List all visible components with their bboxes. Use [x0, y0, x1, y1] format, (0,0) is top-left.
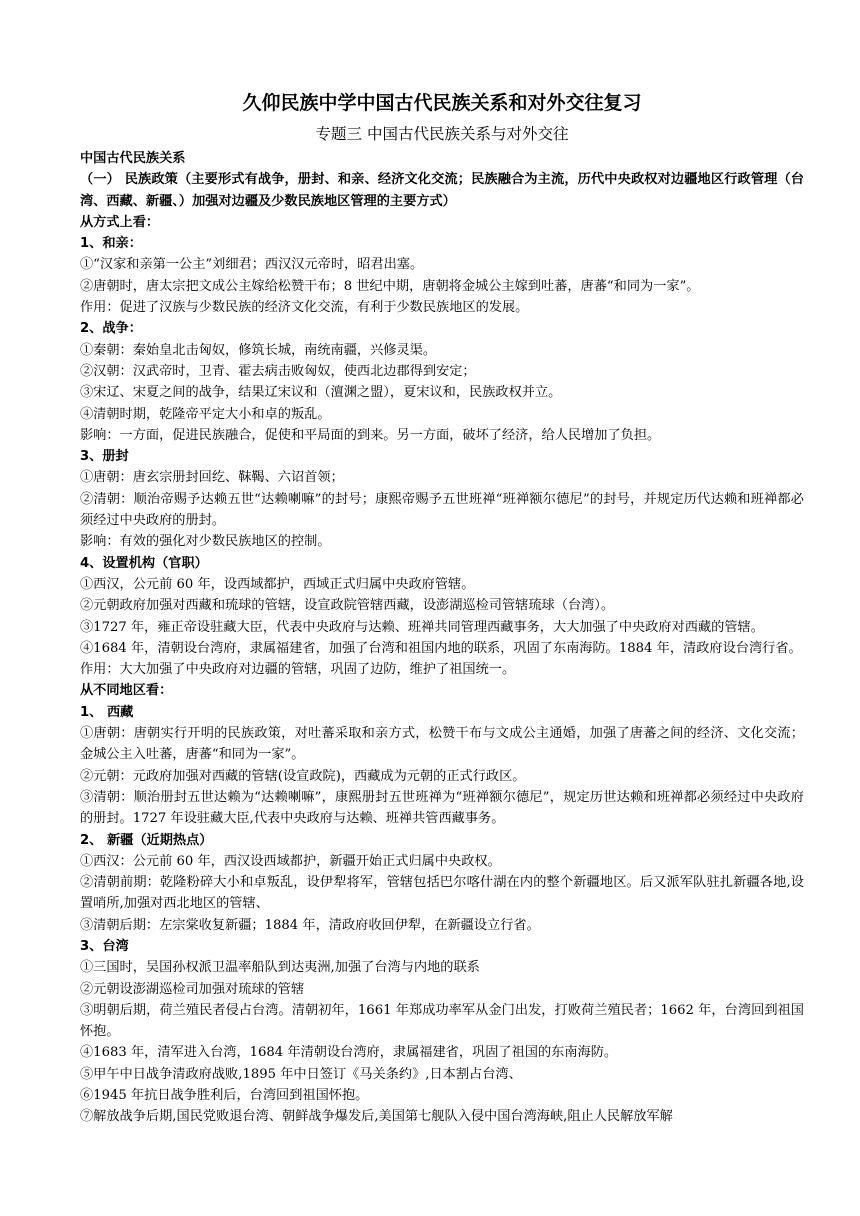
paragraph-line: ⑥1945 年抗日战争胜利后，台湾回到祖国怀抱。: [80, 1088, 369, 1104]
paragraph-line: ①西汉，公元前 60 年，设西域都护，西域正式归属中央政府管辖。: [80, 576, 475, 592]
paragraph-line: 影响：一方面，促进民族融合，促使和平局面的到来。另一方面，破坏了经济，给人民增加了负担。: [80, 427, 661, 443]
section-heading: 从方式上看：: [80, 214, 160, 230]
paragraph-line: ⑦解放战争后期,国民党败退台湾、朝鲜战争爆发后,美国第七舰队入侵中国台湾海峡,阻止人民解放军解: [80, 1109, 673, 1125]
paragraph-line: ②元朝设澎湖巡检司加强对琉球的管辖: [80, 981, 305, 997]
section-heading: 2、战争：: [80, 321, 142, 337]
paragraph-line: ①唐朝：唐朝实行开明的民族政策，对吐蕃采取和亲方式，松赞干布与文成公主通婚，加强了唐蕃之间的经济、文化交流；金城公主入吐蕃，唐蕃“和同为一家”。: [80, 726, 804, 763]
paragraph-line: ②元朝政府加强对西藏和琉球的管辖，设宣政院管辖西藏，设澎湖巡检司管辖琉球（台湾）。: [80, 598, 615, 614]
paragraph-line: ②唐朝时，唐太宗把文成公主嫁给松赞干布；8 世纪中期，唐朝将金城公主嫁到吐蕃，唐蕃“和同为一家”。: [80, 278, 700, 294]
section-heading: 中国古代民族关系: [80, 151, 186, 166]
paragraph-line: ①秦朝：秦始皇北击匈奴，修筑长城，南统南疆，兴修灵渠。: [80, 342, 437, 358]
paragraph-line: ③明朝后期，荷兰殖民者侵占台湾。清朝初年，1661 年郑成功率军从金门出发，打败荷兰殖民者；1662 年，台湾回到祖国怀抱。: [80, 1002, 804, 1040]
paragraph-line: ④1683 年，清军进入台湾，1684 年清朝设台湾府，隶属福建省，巩固了祖国的东南海防。: [80, 1045, 618, 1061]
paragraph-line: ①三国时，吴国孙权派卫温率船队到达夷洲,加强了台湾与内地的联系: [80, 960, 480, 976]
paragraph-line: ②元朝：元政府加强对西藏的管辖(设宣政院)，西藏成为元朝的正式行政区。: [80, 768, 526, 784]
paragraph-line: ①唐朝：唐玄宗册封回纥、靺鞨、六诏首领；: [80, 470, 344, 486]
document-subtitle: 专题三 中国古代民族关系与对外交往: [315, 125, 569, 143]
paragraph-line: ③清朝：顺治册封五世达赖为“达赖喇嘛”，康熙册封五世班禅为“班禅额尔德尼”，规定历世达赖和班禅都必须经过中央政府的册封。1727 年设驻藏大臣,代表中央政府与达赖、班禅共管西藏事务。: [80, 789, 804, 827]
paragraph-line: ②清朝前期：乾隆粉碎大小和卓叛乱，设伊犁将军，管辖包括巴尔喀什湖在内的整个新疆地区。后又派军队驻扎新疆各地,设置哨所,加强对西北地区的管辖、: [80, 875, 804, 912]
paragraph-line: ⑤甲午中日战争清政府战败,1895 年中日签订《马关条约》,日本割占台湾、: [80, 1066, 522, 1082]
section-heading: 1、和亲：: [80, 236, 142, 252]
paragraph-line: ④1684 年，清朝设台湾府，隶属福建省，加强了台湾和祖国内地的联系，巩固了东南海防。1884 年，清政府设台湾行省。: [80, 640, 802, 656]
paragraph-line: 作用：促进了汉族与少数民族的经济文化交流，有利于少数民族地区的发展。: [80, 300, 529, 316]
paragraph-line: ③1727 年，雍正帝设驻藏大臣，代表中央政府与达赖、班禅共同管理西藏事务，大大加强了中央政府对西藏的管辖。: [80, 619, 764, 635]
paragraph-line: ③宋辽、宋夏之间的战争，结果辽宋议和（澶渊之盟），夏宋议和，民族政权并立。: [80, 385, 562, 401]
paragraph-line: ①西汉：公元前 60 年，西汉设西域都护，新疆开始正式归属中央政权。: [80, 853, 501, 869]
section-heading: 2、 新疆（近期热点）: [80, 832, 213, 848]
paragraph-line: ②汉朝：汉武帝时，卫青、霍去病击败匈奴，使西北边郡得到安定；: [80, 363, 476, 379]
paragraph-line: ④清朝时期，乾隆帝平定大小和卓的叛乱。: [80, 406, 331, 422]
document-body: [80, 148, 804, 1128]
section-heading: 1、 西藏: [80, 704, 134, 720]
section-heading: （一） 民族政策（主要形式有战争，册封、和亲、经济文化交流；民族融合为主流，历代中央政权对边疆地区行政管理（台湾、西藏、新疆、）加强对边疆及少数民族地区管理的主要方式）: [80, 172, 804, 209]
section-heading: 3、册封: [80, 449, 129, 465]
section-heading: 4、设置机构（官职）: [80, 555, 208, 571]
section-heading: 从不同地区看：: [80, 683, 173, 699]
paragraph-line: 作用：大大加强了中央政府对边疆的管辖，巩固了边防，维护了祖国统一。: [80, 662, 516, 678]
paragraph-line: ①“汉家和亲第一公主”刘细君；西汉汉元帝时，昭君出塞。: [80, 257, 424, 273]
document-title: 久仰民族中学中国古代民族关系和对外交往复习: [242, 92, 642, 114]
section-heading: 3、台湾: [80, 938, 129, 954]
paragraph-line: 影响：有效的强化对少数民族地区的控制。: [80, 534, 331, 550]
paragraph-line: ③清朝后期：左宗棠收复新疆；1884 年，清政府收回伊犁，在新疆设立行省。: [80, 917, 540, 933]
paragraph-line: ②清朝：顺治帝赐予达赖五世“达赖喇嘛”的封号；康熙帝赐予五世班禅“班禅额尔德尼”的封号，并规定历代达赖和班禅都必须经过中央政府的册封。: [80, 491, 804, 529]
